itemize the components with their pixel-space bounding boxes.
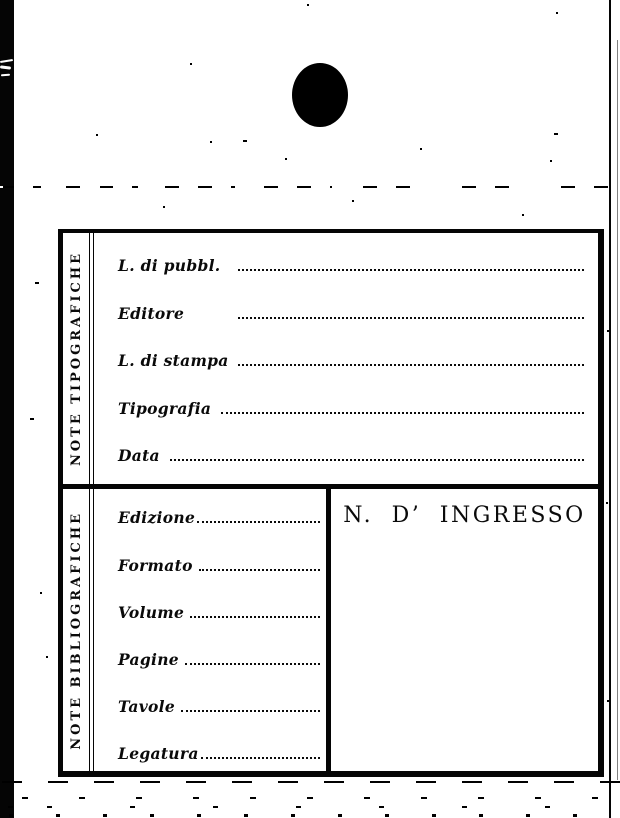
section-note-bibliografiche: [63, 489, 598, 771]
field-row-editore: [118, 275, 584, 323]
field-label: Edizione: [118, 507, 196, 527]
field-label: Tipografia: [118, 398, 212, 418]
field-row-volume: [118, 575, 320, 622]
field-label: Data: [118, 445, 160, 465]
dotted-leader: [197, 521, 320, 523]
field-row-data: [118, 418, 584, 465]
field-label: L. di pubbl.: [118, 255, 221, 275]
side-label-bibliografiche-text: NOTE BIBLIOGRAFICHE: [68, 510, 84, 750]
field-row-tipografia: [118, 370, 584, 418]
scratch-mark: [1, 74, 10, 77]
side-label-tipografiche-text: NOTE TIPOGRAFICHE: [68, 250, 84, 466]
field-label: Volume: [118, 602, 185, 622]
dotted-leader: [238, 317, 584, 319]
field-row-l-di-stampa: [118, 323, 584, 370]
scan-noise-dashes: [0, 0, 4, 2]
dotted-leader: [170, 459, 584, 461]
field-label: L. di stampa: [118, 350, 229, 370]
field-label: Editore: [118, 303, 185, 323]
bottom-scan-noise: [0, 780, 620, 818]
field-label: Tavole: [118, 696, 175, 716]
field-row-l-di-pubbl: [118, 233, 584, 275]
perforation-dashed-line: [0, 186, 620, 188]
field-label: Pagine: [118, 649, 179, 669]
hole-punch-dot: [292, 63, 348, 127]
dotted-leader: [185, 663, 320, 665]
dotted-leader: [201, 757, 320, 759]
bibliografiche-fields: [94, 489, 326, 771]
dotted-leader: [221, 412, 584, 414]
dotted-leader: [190, 616, 320, 618]
left-scan-bar: [0, 0, 14, 818]
field-row-pagine: [118, 622, 320, 669]
section-note-tipografiche: [63, 233, 598, 484]
ingresso-label: N. D’ INGRESSO: [343, 503, 586, 528]
dotted-leader: [238, 269, 584, 271]
right-scan-edge-line: [617, 40, 618, 780]
card-table: [58, 229, 604, 777]
scratch-mark: [0, 65, 11, 69]
field-row-tavole: [118, 669, 320, 716]
dotted-leader: [238, 364, 584, 366]
ingresso-cell: [331, 489, 598, 771]
side-label-tipografiche: [63, 233, 89, 484]
scratch-mark: [0, 59, 13, 63]
field-label: Legatura: [118, 743, 199, 763]
field-row-legatura: [118, 716, 320, 763]
field-row-edizione: [118, 489, 320, 527]
side-label-bibliografiche: [63, 489, 89, 771]
dotted-leader: [181, 710, 320, 712]
right-scan-line: [609, 0, 611, 818]
dotted-leader: [199, 569, 320, 571]
field-row-formato: [118, 527, 320, 575]
tipografiche-fields: [94, 233, 598, 484]
field-label: Formato: [118, 555, 193, 575]
